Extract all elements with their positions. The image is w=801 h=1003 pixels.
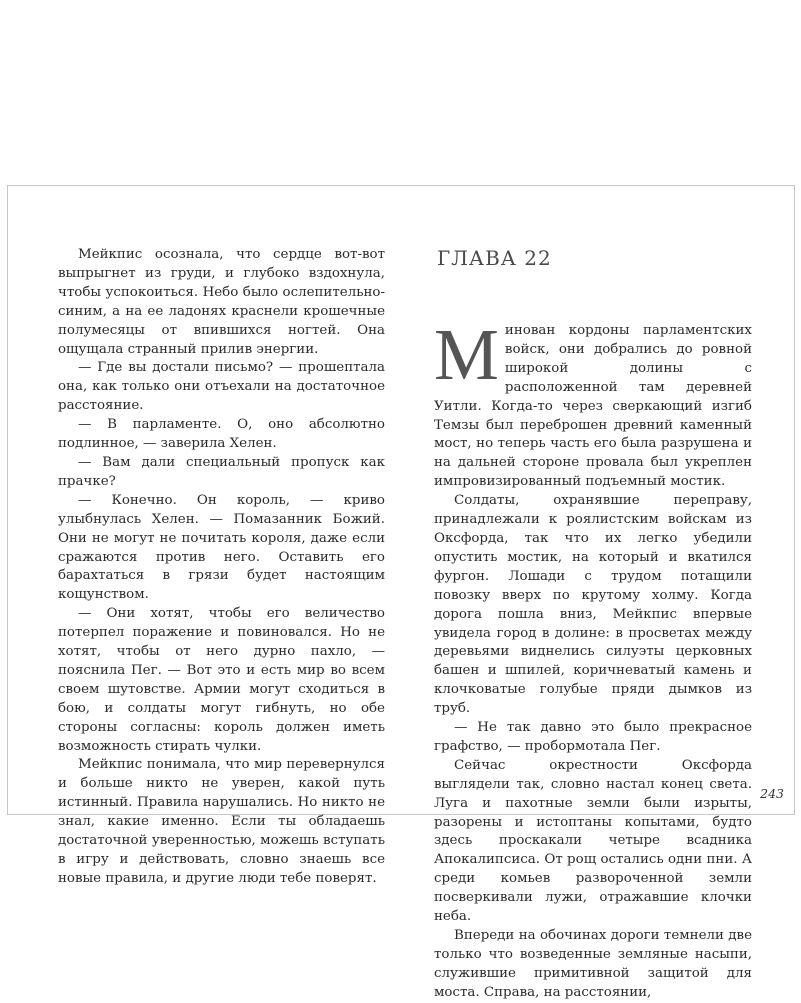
first-paragraph-text: инован кордоны парламентских войск, они добрались до ровной широкой долины с расположенной там деревней Уитли. Когда-то через сверкающий изгиб Темзы был переброшен древний каменный мост, но теперь часть его была разрушена и на дальней стороне провала был укреплен импровизированный подъемный мостик. (434, 323, 752, 490)
chapter-title: ГЛАВА 22 (437, 246, 552, 270)
right-paragraph-3: — Не так давно это было прекрасное графство, — пробормотала Пег. (434, 720, 752, 754)
drop-cap: М (434, 314, 499, 395)
left-paragraph-4: — Вам дали специальный пропуск как прачке? (58, 454, 385, 489)
left-paragraph-7: Мейкпис понимала, что мир перевернулся и больше никто не уверен, какой путь истинный. Правила нарушались. Но никто не знал, какие именно. Если ты обладаешь достаточной уверенностью, можешь вступать в игру и действовать, словно знаешь все новые правила, и другие люди тебе поверят. (58, 757, 385, 886)
left-paragraph-1: Мейкпис осознала, что сердце вот-вот выпрыгнет из груди, и глубоко вздохнула, чтобы успокоиться. Небо было ослепительно-синим, а на ее ладонях краснели крошечные полумесяцы от впившихся ногтей. Она ощущала странный прилив энергии. (58, 247, 385, 357)
left-paragraph-3: — В парламенте. О, оно абсолютно подлинное, — заверила Хелен. (58, 417, 385, 452)
left-paragraph-2: — Где вы достали письмо? — прошептала она, как только они отъехали на достаточное расстояние. (58, 360, 385, 414)
page-number: 243 (760, 786, 784, 801)
right-page (434, 246, 752, 1003)
right-paragraph-2: Солдаты, охранявшие переправу, принадлежали к роялистским войскам из Оксфорда, так что их легко убедили опустить мостик, на который и вкатился фургон. Лошади с трудом потащили повозку вверх по крутому холму. Когда дорога пошла вниз, Мейкпис впервые увидела город в долине: в просветах между деревьями виднелись силуэты церковных башен и шпилей, коричневатый камень и клочковатые голубые пряди дымков из труб. (434, 493, 752, 717)
left-page (58, 246, 385, 889)
right-paragraph-1 (434, 314, 752, 492)
left-paragraph-5: — Конечно. Он король, — криво улыбнулась Хелен. — Помазанник Божий. Они не могут не почитать короля, даже если сражаются против него. Оставить его барахтаться в грязи будет настоящим кощунством. (58, 492, 385, 603)
right-paragraph-5: Впереди на обочинах дороги темнели две только что возведенные земляные насыпи, служившие примитивной защитой для моста. Справа, на расстоянии, (434, 928, 752, 1000)
book-spread (7, 185, 795, 1000)
left-paragraph-6: — Они хотят, чтобы его величество потерпел поражение и повиновался. Но не хотят, чтобы от него дурно пахло, — пояснила Пег. — Вот это и есть мир во всем своем шутовстве. Армии могут сходиться в бою, и солдаты могут гибнуть, но обе стороны согласны: король должен иметь возможность стирать чулки. (58, 606, 385, 754)
right-paragraph-4: Сейчас окрестности Оксфорда выглядели так, словно настал конец света. Луга и пахотные земли были изрыты, разорены и истоптаны копытами, будто здесь проскакали четыре всадника Апокалипсиса. От рощ остались одни пни. А среди комьев развороченной земли посверкивали лужи, отражавшие клочки неба. (434, 757, 752, 925)
